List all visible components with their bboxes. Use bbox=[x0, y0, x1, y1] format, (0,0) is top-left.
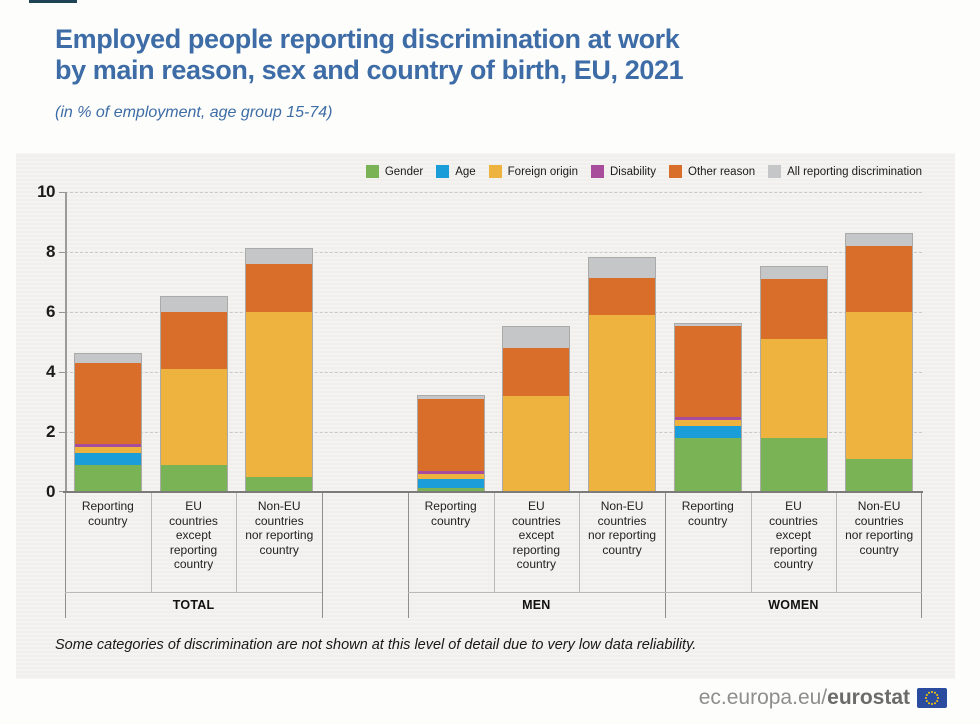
cell-divider bbox=[151, 492, 152, 592]
bar-segment-other_reason bbox=[503, 348, 569, 396]
bar-segment-foreign_origin bbox=[846, 312, 912, 459]
bar-men-slot5 bbox=[503, 327, 569, 492]
x-label-cell bbox=[151, 492, 237, 589]
group-label-women: WOMEN bbox=[768, 598, 819, 612]
legend-item-all_reporting bbox=[768, 165, 922, 178]
bar-segment-gender bbox=[761, 438, 827, 492]
page-title-line1: Employed people reporting discrimination at work bbox=[55, 24, 680, 54]
x-label-line: reporting bbox=[769, 542, 818, 557]
x-label-line: Reporting bbox=[681, 499, 734, 513]
y-axis-label-6: 6 bbox=[46, 302, 55, 321]
other_reason-swatch bbox=[669, 165, 682, 178]
y-gridline-10 bbox=[65, 192, 922, 193]
x-label-cell bbox=[836, 492, 922, 589]
bar-total-slot1 bbox=[161, 297, 227, 492]
x-label-line: country bbox=[516, 557, 557, 571]
x-label-line: countries bbox=[254, 513, 304, 528]
y-axis-label-2: 2 bbox=[46, 422, 55, 441]
y-axis-label-4: 4 bbox=[46, 362, 55, 381]
footer bbox=[699, 686, 947, 710]
x-label-line: EU bbox=[528, 499, 545, 513]
legend-label-foreign_origin: Foreign origin bbox=[507, 165, 578, 178]
x-label-line: EU bbox=[185, 499, 202, 513]
legend-item-age bbox=[436, 165, 475, 178]
bar-segment-other_reason bbox=[246, 264, 312, 312]
x-label-line: Reporting bbox=[424, 499, 477, 513]
y-axis-label-0: 0 bbox=[46, 482, 55, 501]
x-label-line: country bbox=[173, 557, 214, 571]
bar-men-slot4 bbox=[418, 396, 484, 492]
group-label-men: MEN bbox=[522, 598, 551, 612]
bar-segment-age bbox=[418, 479, 484, 488]
page-title-line2: by main reason, sex and country of birth, EU, 2021 bbox=[55, 55, 684, 85]
bar-total-slot2 bbox=[246, 249, 312, 492]
legend-item-other_reason bbox=[669, 165, 755, 178]
x-label-line: countries bbox=[854, 513, 904, 528]
x-label-line: country bbox=[773, 557, 814, 571]
page-title bbox=[55, 24, 683, 86]
y-axis-label-10: 10 bbox=[37, 182, 55, 201]
bar-segment-age bbox=[75, 453, 141, 465]
x-label-cell bbox=[236, 492, 322, 589]
legend-label-age: Age bbox=[455, 165, 476, 178]
legend-item-disability bbox=[591, 165, 656, 178]
footer-url-prefix: ec.europa.eu/ bbox=[698, 686, 828, 709]
group-label-total: TOTAL bbox=[172, 598, 215, 612]
bar-segment-other_reason bbox=[418, 399, 484, 471]
cell-divider bbox=[836, 492, 837, 592]
x-label-line: Non-EU bbox=[857, 499, 901, 513]
legend-item-gender bbox=[366, 165, 423, 178]
x-label-line: countries bbox=[511, 513, 561, 528]
bar-women-slot8 bbox=[761, 267, 827, 492]
bar-women-slot9 bbox=[846, 234, 912, 492]
all_reporting-swatch bbox=[768, 165, 781, 178]
cell-divider bbox=[751, 492, 752, 592]
x-label-line: country bbox=[859, 542, 899, 557]
bar-segment-gender bbox=[75, 465, 141, 492]
x-label-cell bbox=[408, 492, 494, 589]
x-label-line: country bbox=[602, 542, 642, 557]
x-label-line: except bbox=[775, 528, 812, 542]
x-label-cell bbox=[579, 492, 665, 589]
bar-segment-gender bbox=[846, 459, 912, 492]
bar-women-slot7 bbox=[675, 324, 741, 492]
x-label-line: EU bbox=[785, 499, 802, 513]
x-label-cell bbox=[494, 492, 580, 589]
bar-segment-other_reason bbox=[675, 326, 741, 418]
x-label-line: countries bbox=[169, 513, 218, 528]
plot-area bbox=[37, 182, 922, 501]
top-edge-mark bbox=[29, 0, 77, 3]
bar-segment-other_reason bbox=[846, 246, 912, 312]
x-label-cell bbox=[751, 492, 837, 589]
bar-segment-other_reason bbox=[161, 312, 227, 369]
x-label-cell bbox=[65, 492, 151, 589]
x-label-line: nor reporting bbox=[588, 528, 657, 542]
x-label-line: country bbox=[259, 542, 299, 557]
bar-segment-gender bbox=[161, 465, 227, 492]
chart-footnote: Some categories of discrimination are not shown at this level of detail due to very low data reliability. bbox=[55, 637, 697, 653]
legend-label-disability: Disability bbox=[609, 165, 656, 178]
bar-segment-gender bbox=[246, 477, 312, 492]
bar-segment-foreign_origin bbox=[761, 339, 827, 438]
legend-item-foreign_origin bbox=[489, 165, 578, 178]
cell-divider bbox=[236, 492, 237, 592]
x-label-line: reporting bbox=[512, 542, 561, 557]
bar-total-slot0 bbox=[75, 354, 141, 492]
x-label-line: except bbox=[175, 528, 212, 542]
bar-segment-foreign_origin bbox=[503, 396, 569, 492]
bar-segment-gender bbox=[675, 438, 741, 492]
gender-swatch bbox=[366, 165, 379, 178]
bar-segment-other_reason bbox=[761, 279, 827, 339]
x-label-line: country bbox=[430, 513, 471, 528]
foreign_origin-swatch bbox=[489, 165, 502, 178]
group-divider bbox=[322, 492, 323, 618]
x-label-line: country bbox=[688, 513, 728, 528]
x-axis-labels bbox=[65, 492, 922, 618]
x-label-cell bbox=[665, 492, 751, 589]
bar-segment-age bbox=[675, 426, 741, 438]
bar-segment-other_reason bbox=[75, 363, 141, 444]
bar-segment-foreign_origin bbox=[246, 312, 312, 477]
age-swatch bbox=[436, 165, 449, 178]
bar-segment-foreign_origin bbox=[589, 315, 655, 492]
x-axis-baseline bbox=[63, 491, 923, 493]
cell-divider bbox=[579, 492, 580, 592]
y-gridline-8 bbox=[65, 252, 922, 253]
x-label-line: countries bbox=[769, 513, 818, 528]
x-label-line: Reporting bbox=[81, 499, 134, 513]
x-label-line: country bbox=[88, 513, 128, 528]
bar-segment-foreign_origin bbox=[161, 369, 227, 465]
x-label-line: except bbox=[518, 528, 555, 542]
x-label-line: reporting bbox=[169, 542, 218, 557]
bar-men-slot6 bbox=[589, 258, 655, 492]
y-axis-line bbox=[65, 192, 67, 492]
x-label-line: Non-EU bbox=[600, 499, 644, 513]
x-label-line: nor reporting bbox=[245, 528, 314, 542]
footer-url-eurostat: eurostat bbox=[827, 686, 910, 709]
x-label-line: Non-EU bbox=[257, 499, 301, 513]
x-label-line: nor reporting bbox=[845, 528, 914, 542]
eu-flag-icon bbox=[917, 688, 947, 708]
chart-legend bbox=[65, 164, 922, 179]
legend-label-gender: Gender bbox=[384, 165, 424, 178]
legend-label-other_reason: Other reason bbox=[688, 165, 756, 178]
x-label-line: countries bbox=[597, 513, 647, 528]
bar-segment-other_reason bbox=[589, 278, 655, 316]
chart-subtitle: (in % of employment, age group 15-74) bbox=[55, 104, 333, 121]
disability-swatch bbox=[591, 165, 604, 178]
y-axis-label-8: 8 bbox=[46, 242, 55, 261]
legend-label-all_reporting: All reporting discrimination bbox=[787, 165, 922, 178]
cell-divider bbox=[494, 492, 495, 592]
